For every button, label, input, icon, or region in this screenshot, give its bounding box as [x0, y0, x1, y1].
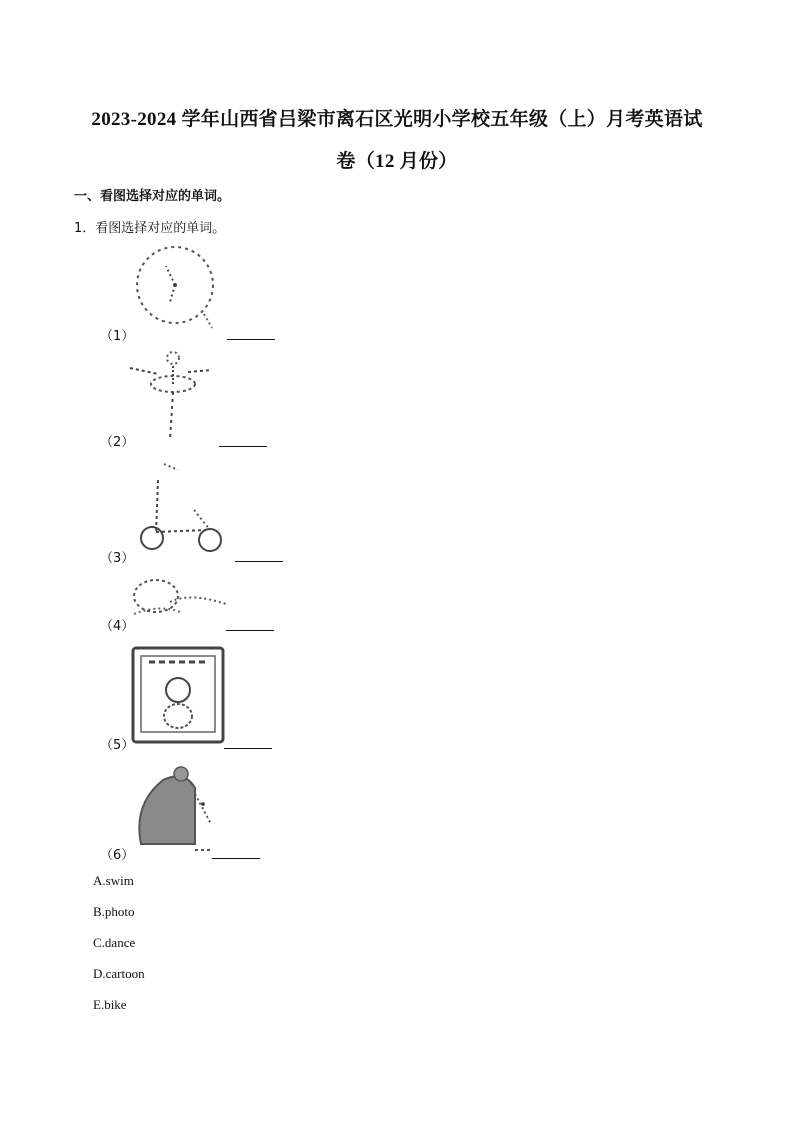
option-e: E.bike [93, 997, 127, 1012]
option-b: B.photo [93, 904, 135, 919]
photo-icon [131, 646, 225, 744]
option-a: A.swim [93, 873, 134, 888]
title-line-1: 2023-2024 学年山西省吕梁市离石区光明小学校五年级（上）月考英语试 [91, 109, 703, 130]
answer-blank[interactable] [227, 338, 275, 340]
clock-icon [132, 242, 218, 332]
question-text: 1．看图选择对应的单词。 [74, 221, 226, 236]
answer-blank[interactable] [226, 629, 274, 631]
answer-blank[interactable] [219, 445, 267, 447]
item-label: （6） [100, 848, 135, 863]
section-heading: 一、看图选择对应的单词。 [74, 189, 231, 204]
item-label: （5） [100, 738, 135, 753]
option-c: C.dance [93, 935, 136, 950]
swimmer-icon [130, 574, 228, 620]
answer-blank[interactable] [212, 857, 260, 859]
answer-blank[interactable] [224, 747, 272, 749]
item-label: （1） [100, 329, 135, 344]
scooter-icon [134, 460, 228, 554]
answer-blank[interactable] [235, 560, 283, 562]
dancer-icon [128, 346, 214, 442]
item-label: （2） [100, 435, 135, 450]
option-d: D.cartoon [93, 966, 145, 981]
title-line-2: 卷（12 月份） [336, 151, 458, 172]
item-label: （3） [100, 551, 135, 566]
hedgehog-icon [133, 764, 217, 856]
item-label: （4） [100, 619, 135, 634]
